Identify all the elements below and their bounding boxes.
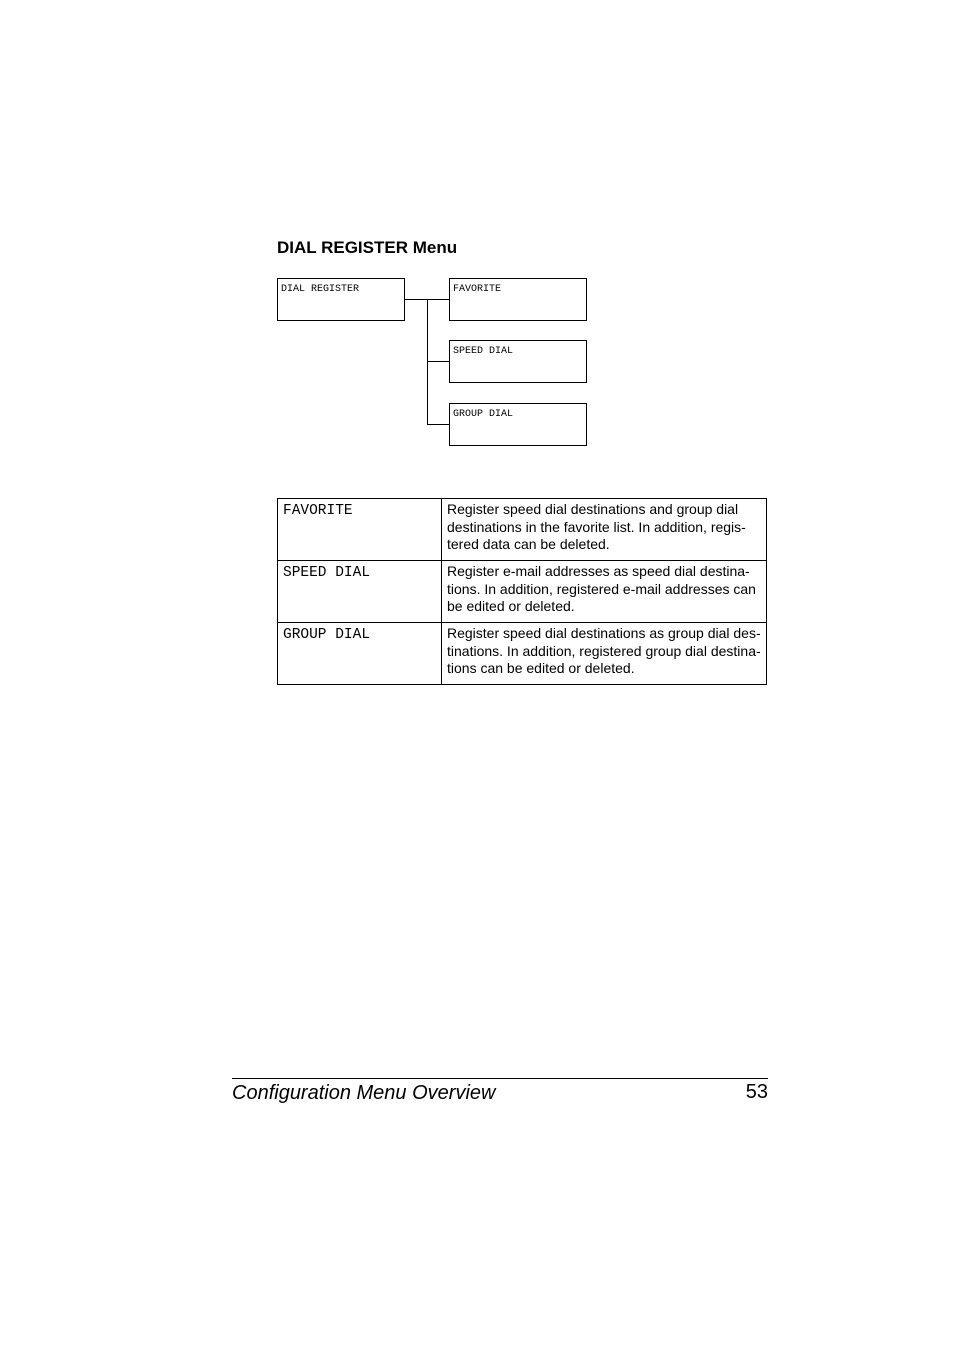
connector-line — [427, 361, 449, 362]
section-heading: DIAL REGISTER Menu — [277, 238, 458, 257]
menu-description-table — [277, 498, 767, 685]
page-number: 53 — [745, 1081, 768, 1103]
menu-item-description: Register speed dial destinations as group dial des-tinations. In addition, registered group dial destina-tions can be edited or deleted. — [442, 623, 767, 685]
menu-item-description: Register e-mail addresses as speed dial destina-tions. In addition, registered e-mail addresses can be edited or deleted. — [442, 561, 767, 623]
footer-title: Configuration Menu Overview — [232, 1082, 496, 1104]
table-row — [278, 499, 767, 561]
diagram-label: FAVORITE — [453, 284, 502, 295]
footer-divider — [232, 1078, 768, 1079]
connector-line — [427, 424, 449, 425]
diagram-box-favorite — [449, 278, 587, 321]
diagram-box-dial-register — [277, 278, 405, 321]
diagram-label: GROUP DIAL — [453, 409, 514, 420]
diagram-box-group-dial — [449, 403, 587, 446]
menu-item-description: Register speed dial destinations and group dial destinations in the favorite list. In addition, regis-tered data can be deleted. — [442, 499, 767, 561]
menu-item-name: SPEED DIAL — [278, 561, 442, 623]
diagram-label: SPEED DIAL — [453, 346, 514, 357]
menu-item-name: GROUP DIAL — [278, 623, 442, 685]
menu-item-name: FAVORITE — [278, 499, 442, 561]
diagram-box-speed-dial — [449, 340, 587, 383]
table-row — [278, 561, 767, 623]
diagram-label: DIAL REGISTER — [281, 284, 360, 295]
table-row — [278, 623, 767, 685]
